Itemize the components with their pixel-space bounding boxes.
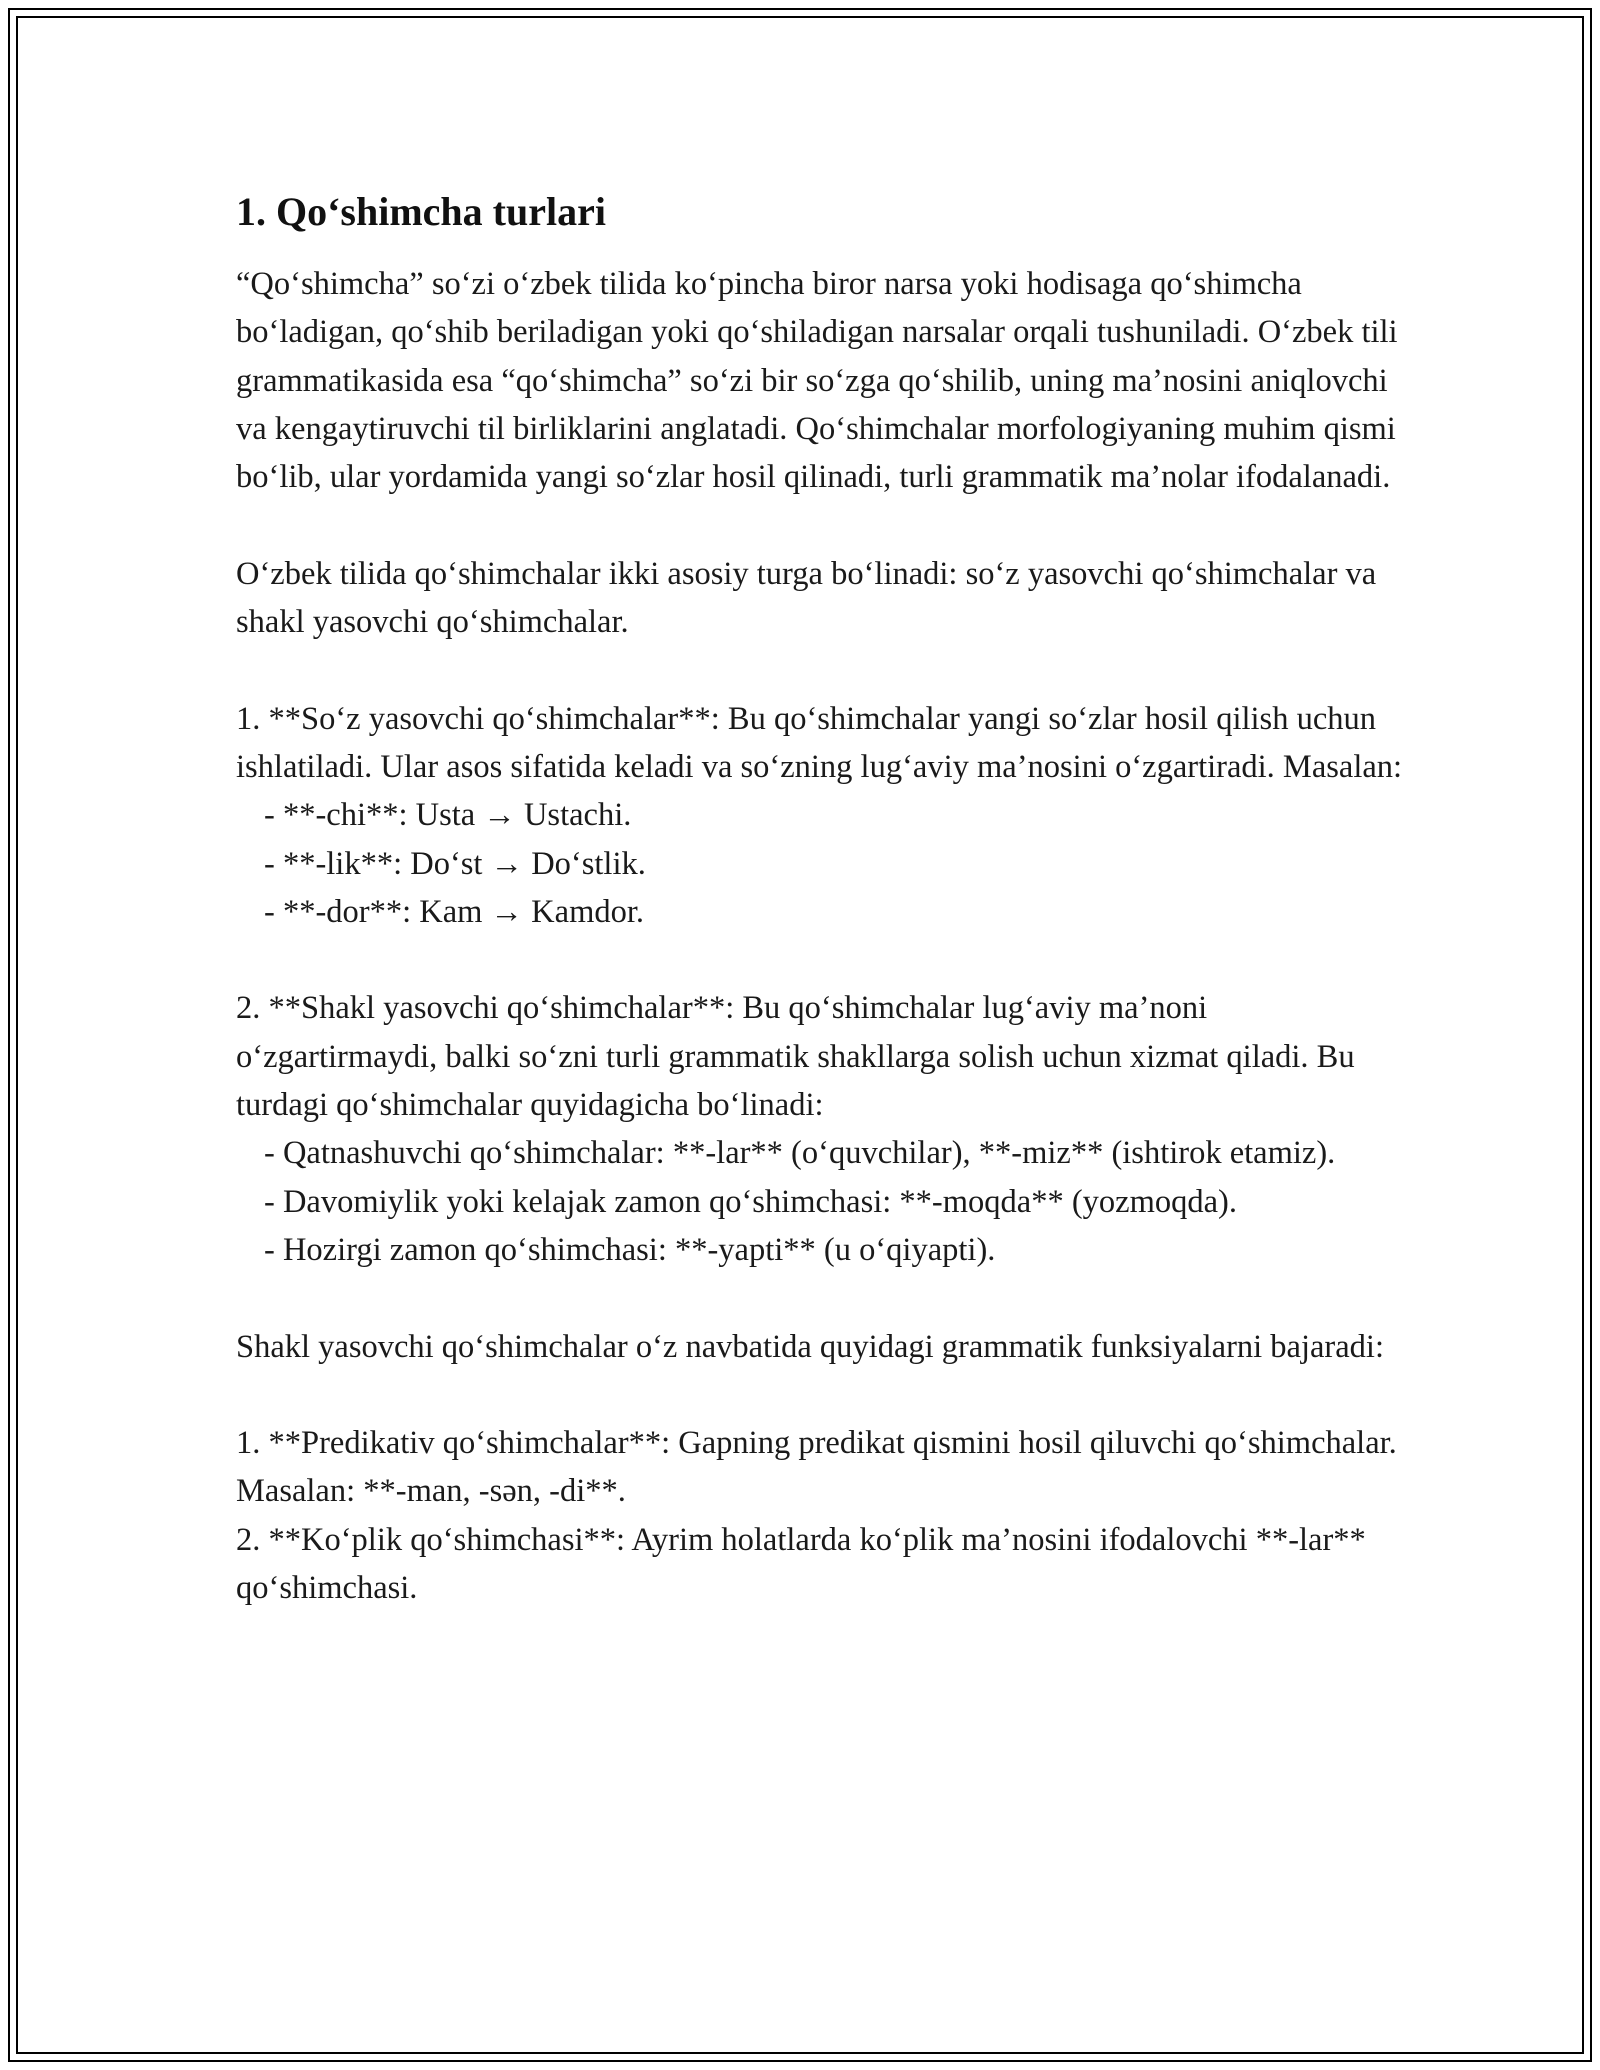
list-item: - Davomiylik yoki kelajak zamon qo‘shimchasi: **-moqda** (yozmoqda). <box>264 1183 1237 1220</box>
list-item: - Qatnashuvchi qo‘shimchalar: **-lar** (o‘quvchilar), **-miz** (ishtirok etamiz). <box>264 1135 1336 1172</box>
division-paragraph: O‘zbek tilida qo‘shimchalar ikki asosiy turga bo‘linadi: so‘z yasovchi qo‘shimchalar va shakl yasovchi qo‘shimchalar. <box>236 555 1377 641</box>
document-body <box>236 188 1416 1612</box>
spacer <box>236 1371 1416 1419</box>
section2-paragraph: 2. **Shakl yasovchi qo‘shimchalar**: Bu qo‘shimchalar lug‘aviy ma’noni o‘zgartirmaydi, balki so‘zni turli grammatik shakllarga solish uchun xizmat qiladi. Bu turdagi qo‘shimchalar quyidagicha bo‘linadi: <box>236 990 1355 1124</box>
spacer <box>236 501 1416 549</box>
example-item: - **-chi**: Usta → Ustachi. <box>264 797 632 834</box>
spacer <box>236 646 1416 694</box>
function-item: 2. **Ko‘plik qo‘shimchasi**: Ayrim holatlarda ko‘plik ma’nosini ifodalovchi **-lar** qo‘shimchasi. <box>236 1521 1366 1607</box>
spacer <box>236 936 1416 984</box>
intro-paragraph: “Qo‘shimcha” so‘zi o‘zbek tilida ko‘pincha biror narsa yoki hodisaga qo‘shimcha bo‘ladigan, qo‘shib beriladigan yoki qo‘shiladigan narsalar orqali tushuniladi. O‘zbek tili grammatikasida esa “qo‘shimcha” so‘zi bir so‘zga qo‘shilib, uning ma’nosini aniqlovchi va kengaytiruvchi til birliklarini anglatadi. Qo‘shimchalar morfologiyaning muhim qismi bo‘lib, ular yordamida yangi so‘zlar hosil qilinadi, turli grammatik ma’nolar ifodalanadi. <box>236 266 1398 496</box>
functions-intro-paragraph: Shakl yasovchi qo‘shimchalar o‘z navbatida quyidagi grammatik funksiyalarni bajaradi: <box>236 1328 1384 1365</box>
example-item: - **-dor**: Kam → Kamdor. <box>264 893 645 930</box>
example-item: - **-lik**: Do‘st → Do‘stlik. <box>264 845 646 882</box>
function-item: 1. **Predikativ qo‘shimchalar**: Gapning predikat qismini hosil qiluvchi qo‘shimchalar. Masalan: **-man, -sən, -di**. <box>236 1425 1397 1510</box>
section-title: 1. Qo‘shimcha turlari <box>236 189 606 234</box>
list-item: - Hozirgi zamon qo‘shimchasi: **-yapti** (u o‘qiyapti). <box>264 1231 996 1268</box>
spacer <box>236 1274 1416 1322</box>
section1-paragraph: 1. **So‘z yasovchi qo‘shimchalar**: Bu qo‘shimchalar yangi so‘zlar hosil qilish uchun ishlatiladi. Ular asos sifatida keladi va so‘zning lug‘aviy ma’nosini o‘zgartiradi. Masalan: <box>236 700 1403 785</box>
